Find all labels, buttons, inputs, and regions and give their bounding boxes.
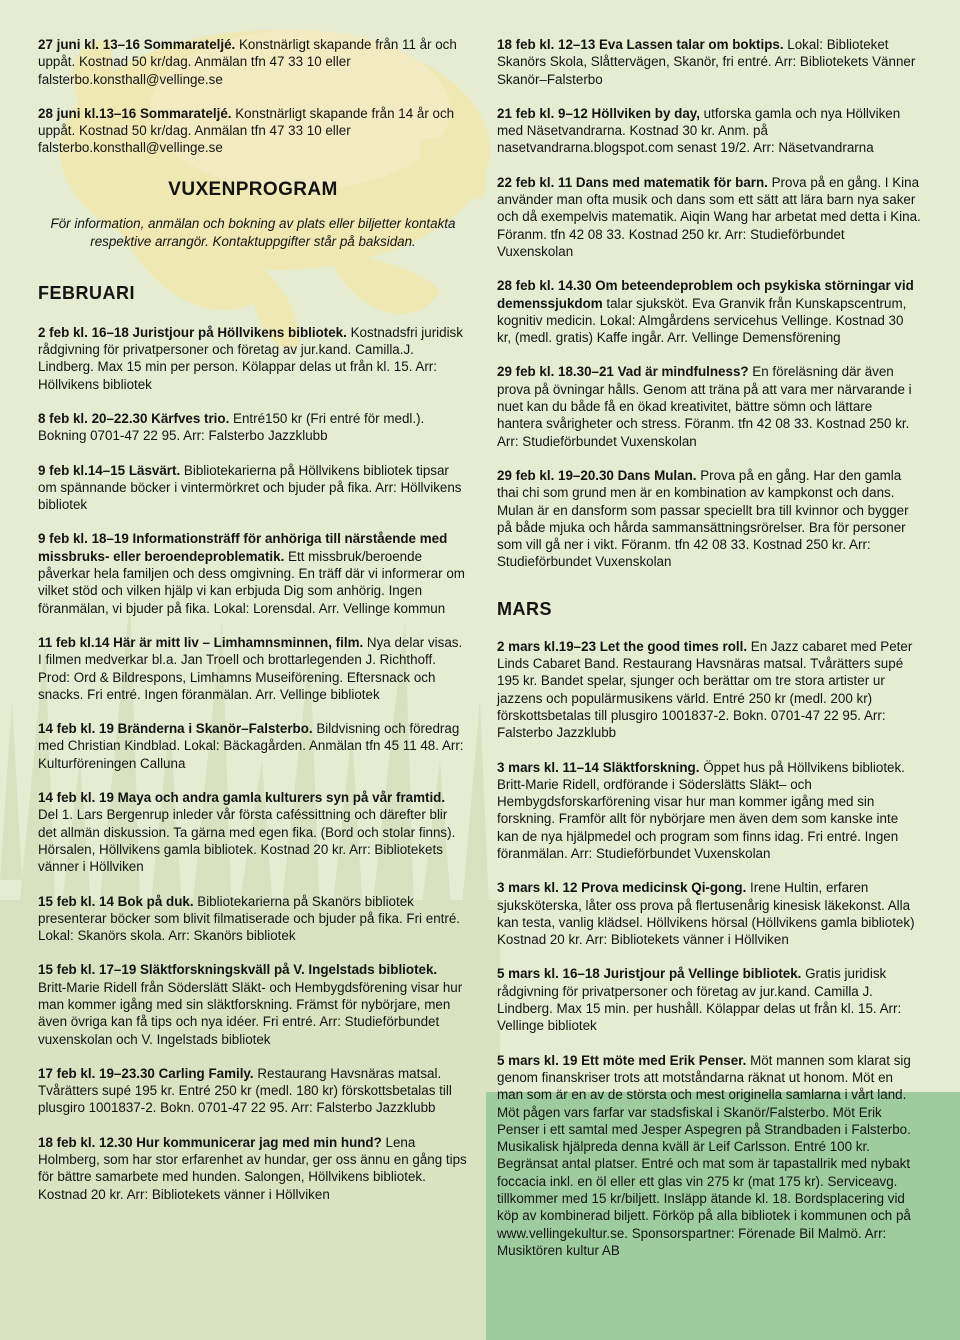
section-title-vuxenprogram: VUXENPROGRAM — [168, 178, 338, 200]
event-entry-highlighted: 5 mars kl. 19 Ett möte med Erik Penser. Möt mannen som klarat sig genom finanskriser trots att motståndarna räknat ut honom. Möt en man som är en av de största och mest originella samlarna i vårt land. Möt pågen vars farfar var stadsfiskal i Skanör/Falsterbo. Möt Erik Penser i ett samtal med Jesper Aspegren på Strandbaden i Falsterbo. Musikalisk hjälpreda denna kväll är Leif Carlsson. Entré 100 kr. Begränsat antal platser. Entré och mat som är tapastallrik med nybakt foccacia inkl. en öl eller ett glas vin 275 kr (mat 175 kr). Serviceavg. tillkommer med 15 kr/biljett. Insläpp ätande kl. 18. Bordsplacering vid köp av kombinerad biljett. Förköp på alla bibliotek i kommunen och på www.vellingekultur.se. Sponsorspartner: Förenade Bil Malmö. Arr: Musiktören kultur AB — [497, 1052, 911, 1258]
event-entry: 17 feb kl. 19–23.30 Carling Family. Restaurang Havsnäras matsal. Tvårätters supé 195 kr. Entré 250 kr (medl. 180 kr) förskottsbetalas till plusgiro 1001837-2. Bokn. 0701-47 22 95. Arr: Falsterbo Jazzklubb — [38, 1065, 452, 1116]
event-entry: 2 feb kl. 16–18 Juristjour på Höllvikens bibliotek. Kostnadsfri juridisk rådgivning för privatpersoner och företag av jur.kand. Camilla.J. Lindberg. Max 15 min per person. Kölappar delas ut från kl. 15. Arr: Höllvikens bibliotek — [38, 324, 463, 392]
event-entry: 3 mars kl. 12 Prova medicinsk Qi-gong. Irene Hultin, erfaren sjuksköterska, låter oss prova på flertusenårig kinesisk läkekonst. Alla kan testa, vanlig klädsel. Höllvikens hörsal (Höllvikens gamla bibliotek) Kostnad 20 kr. Arr: Bibliotekets vänner i Höllviken — [497, 880, 915, 948]
event-entry: 9 feb kl. 18–19 Informationsträff för anhöriga till närstående med missbruks- eller beroendeproblematik. Ett missbruk/beroende påverkar hela familjen och dess omgivning. En träff där vi informerar om vilket stöd och vilken hjälp vi kan erbjuda Dig som anhörig. Ingen föranmälan, vi bjuder på fika. Lokal: Lorensdal. Arr. Vellinge kommun — [38, 531, 465, 616]
event-entry: 8 feb kl. 20–22.30 Kärfves trio. Entré150 kr (Fri entré för medl.). Bokning 0701-47 22 95. Arr: Falsterbo Jazzklubb — [38, 410, 425, 444]
event-entry: 29 feb kl. 19–20.30 Dans Mulan. Prova på en gång. Har den gamla thai chi som grund men är en kombination av kampkonst och dans. Mulan är en dansform som passar speciellt bra till kvinnor och bygger på både mjuka och hårda sammansättningsrörelser. Bra för personer som vill gå ner i vikt. Föranm. tfn 42 08 33. Kostnad 250 kr. Arr: Studieförbundet Vuxenskolan — [497, 467, 909, 570]
event-entry: 28 feb kl. 14.30 Om beteendeproblem och psykiska störningar vid demenssjukdom talar sjuksköt. Eva Granvik från Kunskapscentrum, kognitiv medicin. Lokal: Almgårdens servicehus Vellinge. Kostnad 30 kr, (medl. gratis) Kaffe ingår. Arr. Vellinge Demensförening — [497, 278, 914, 346]
left-column — [38, 36, 468, 1203]
event-entry: 5 mars kl. 16–18 Juristjour på Vellinge bibliotek. Gratis juridisk rådgivning för privatpersoner och företag av jur.kand. Camilla J. Lindberg. Max 15 min. per hushåll. Kölappar delas ut från kl. 15. Arr: Vellinge bibliotek — [497, 966, 902, 1034]
event-entry: 28 juni kl.13–16 Sommarateljé. Konstnärligt skapande från 14 år och uppåt. Kostnad 50 kr/dag. Anmälan tfn 47 33 10 eller falsterbo.konsthall@vellinge.se — [38, 105, 455, 156]
event-entry: 2 mars kl.19–23 Let the good times roll. En Jazz cabaret med Peter Linds Cabaret Band. Restaurang Havsnäras matsal. Tvårätters supé 195 kr. Bandet spelar, sjunger och berättar om tre stora artister ur jazzens och populärmusikens värld. Entré 250 kr (medl. 200 kr) förskottsbetalas till plusgiro 1001837-2. Bokn. 0701-47 22 95. Arr: Falsterbo Jazzklubb — [497, 638, 913, 741]
event-entry: 18 feb kl. 12–13 Eva Lassen talar om boktips. Lokal: Biblioteket Skanörs Skola, Slåttervägen, Skanör, fri entré. Arr: Bibliotekets Vänner Skanör–Falsterbo — [497, 37, 916, 87]
section-title-februari: FEBRUARI — [38, 282, 135, 303]
event-entry: 14 feb kl. 19 Bränderna i Skanör–Falsterbo. Bildvisning och föredrag med Christian Kindblad. Lokal: Bäckagården. Anmälan tfn 45 11 48. Arr: Kulturföreningen Calluna — [38, 721, 464, 771]
event-entry: 15 feb kl. 14 Bok på duk. Bibliotekarierna på Skanörs bibliotek presenterar böcker som blivit filmatiserade och bjuder på fika. Fri entré. Lokal: Skanörs skola. Arr: Skanörs bibliotek — [38, 893, 460, 944]
event-entry: 21 feb kl. 9–12 Höllviken by day, utforska gamla och nya Höllviken med Näsetvandrarna. Kostnad 30 kr. Anm. på nasetvandrarna.blogspot.com senast 19/2. Arr: Näsetvandrarna — [497, 105, 901, 156]
section-title-mars: MARS — [497, 598, 552, 619]
event-entry: 29 feb kl. 18.30–21 Vad är mindfulness? En föreläsning där även prova på övningar hålls. Genom att träna på att vara mer närvarande i nuet kan du både få en ökad kreativitet, bättre sömn och lättare hantera svårigheter och stress. Föranm. tfn 42 08 33. Kostnad 250 kr. Arr: Studieförbundet Vuxenskolan — [497, 364, 912, 449]
event-entry: 27 juni kl. 13–16 Sommarateljé. Konstnärligt skapande från 11 år och uppåt. Kostnad 50 kr/dag. Anmälan tfn 47 33 10 eller falsterbo.konsthall@vellinge.se — [38, 37, 457, 87]
event-entry: 18 feb kl. 12.30 Hur kommunicerar jag med min hund? Lena Holmberg, som har stor erfarenhet av hundar, ger oss ännu en gång tips för bättre samarbete med hunden. Salongen, Höllvikens bibliotek. Kostnad 20 kr. Arr: Bibliotekets vänner i Höllviken — [38, 1134, 467, 1202]
event-entry: 22 feb kl. 11 Dans med matematik för barn. Prova på en gång. I Kina använder man ofta musik och dans som ett sätt att lära barn nya saker och då exempelvis matematik. Aiqin Wang har arbetat med detta i Kina. Föranm. tfn 42 08 33. Kostnad 250 kr. Arr: Studieförbundet Vuxenskolan — [497, 174, 921, 259]
vuxenprogram-intro: För information, anmälan och bokning av plats eller biljetter kontakta respektive arrangör. Kontaktuppgifter står på baksidan. — [50, 215, 456, 249]
event-entry: 15 feb kl. 17–19 Släktforskningskväll på V. Ingelstads bibliotek. Britt-Marie Ridell från Söderslätt Släkt- och Hembygdsförening visar hur man kommer igång med sin släktforskning. Främst för nybörjare, men även övriga kan få tips och nya idéer. Fri entré. Arr: Studieförbundet vuxenskolan och V. Ingelstads bibliotek — [38, 962, 463, 1047]
right-column — [497, 36, 921, 1259]
event-entry: 9 feb kl.14–15 Läsvärt. Bibliotekarierna på Höllvikens bibliotek tipsar om spännande böcker i vintermörkret och bjuder på fika. Arr: Höllvikens bibliotek — [38, 462, 462, 513]
event-entry: 14 feb kl. 19 Maya och andra gamla kulturers syn på vår framtid. Del 1. Lars Bergenrup inleder vår första caféssittning och därefter blir det allmän diskussion. Ta gärna med egen fika. (Bord och stolar finns). Hörsalen, Höllvikens gamla bibliotek. Kostnad 20 kr. Arr: Bibliotekets vänner i Höllviken — [38, 790, 456, 875]
event-entry: 3 mars kl. 11–14 Släktforskning. Öppet hus på Höllvikens bibliotek. Britt-Marie Ridell, ordförande i Söderslätts Släkt– och Hembygdsforskarförening visar hur man kommer igång med sin forskning. Framför allt för nybörjare men även dem som kanske inte kan de nya hjälpmedel och program som finns idag. Fri entré. Ingen föranmälan. Arr: Studieförbundet Vuxenskolan — [497, 759, 905, 861]
event-entry: 11 feb kl.14 Här är mitt liv – Limhamnsminnen, film. Nya delar visas. I filmen medverkar bl.a. Jan Troell och brottarlegenden J. Richthoff. Prod: Ord & Bildrespons, Limhamns Museiförening. Eftersnack och snacks. Fri entré. Ingen föranmälan. Arr. Vellinge bibliotek — [38, 634, 463, 702]
